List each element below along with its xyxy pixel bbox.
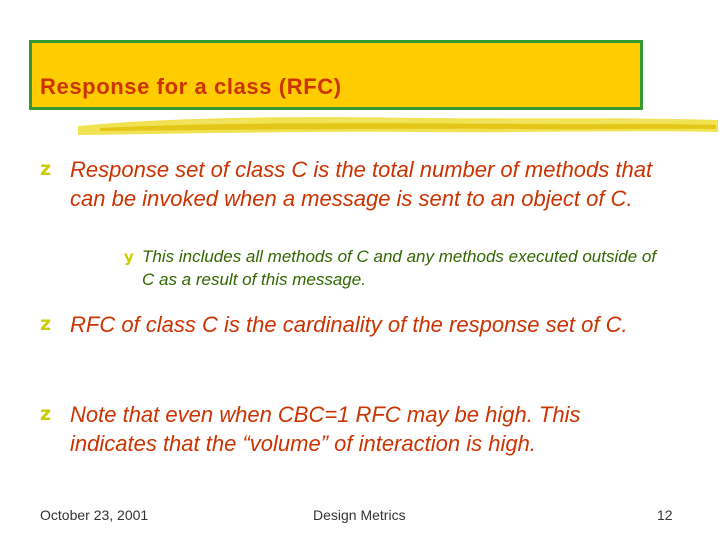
title-box — [29, 40, 643, 110]
bullet-1 — [40, 155, 680, 213]
y-bullet-icon: y — [124, 248, 134, 266]
z-bullet-icon: z — [40, 403, 52, 425]
sub-bullet-1 — [124, 245, 684, 291]
brush-stroke-underline — [0, 108, 720, 148]
bullet-3-text: Note that even when CBC=1 RFC may be high. This indicates that the “volume” of interaction is high. — [70, 402, 581, 456]
footer-page-number: 12 — [657, 507, 673, 523]
footer-date: October 23, 2001 — [40, 507, 149, 523]
footer-title: Design Metrics — [313, 507, 406, 523]
z-bullet-icon: z — [40, 158, 52, 180]
bullet-2 — [40, 310, 715, 339]
z-bullet-icon: z — [40, 313, 52, 335]
bullet-1-text: Response set of class C is the total number of methods that can be invoked when a message is sent to an object of C. — [70, 157, 653, 211]
sub-bullet-1-text: This includes all methods of C and any methods executed outside of C as a result of this message. — [142, 247, 657, 289]
slide-title: Response for a class (RFC) — [40, 74, 342, 99]
bullet-3 — [40, 400, 680, 458]
bullet-2-text: RFC of class C is the cardinality of the response set of C. — [70, 312, 628, 337]
